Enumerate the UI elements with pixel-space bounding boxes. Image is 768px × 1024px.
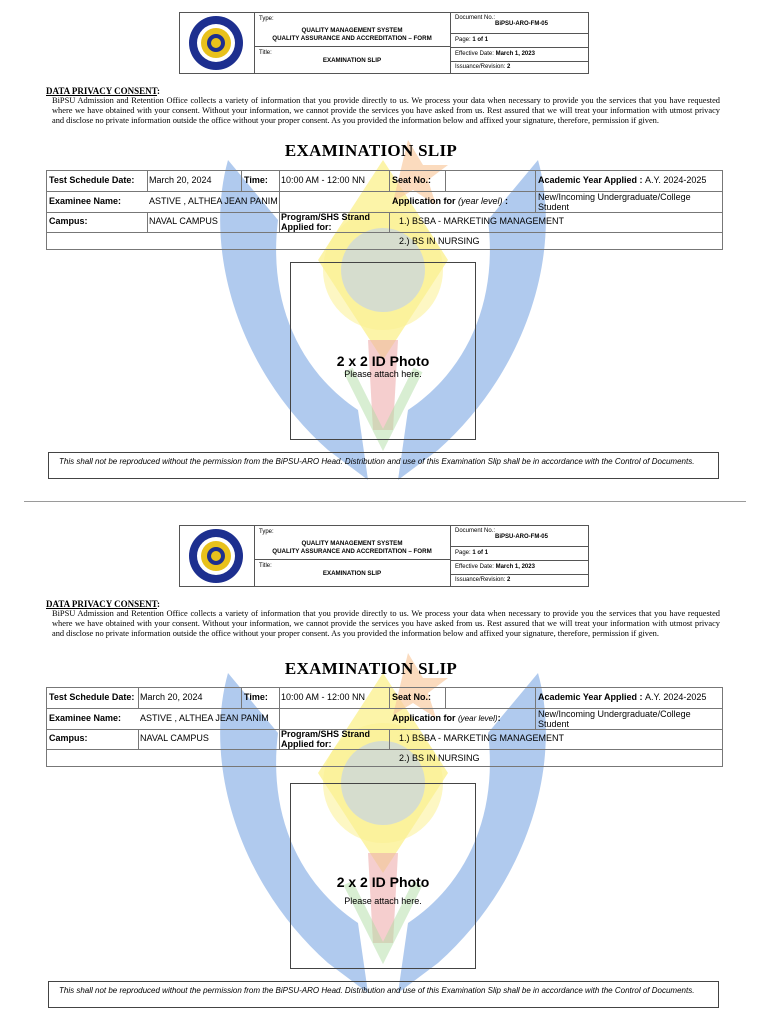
consent-heading: DATA PRIVACY CONSENT: xyxy=(46,599,161,609)
id-photo-box xyxy=(290,262,476,440)
campus-value: NAVAL CAMPUS xyxy=(140,733,209,743)
issuance-revision: Issuance/Revision: 2 xyxy=(455,64,511,70)
examination-slip-bottom xyxy=(0,513,768,1023)
examinee-info-table xyxy=(46,170,723,250)
title-label: Title: xyxy=(259,563,272,569)
program-choice-2: 2.) BS IN NURSING xyxy=(399,236,480,246)
time-value: 10:00 AM - 12:00 NN xyxy=(281,175,366,185)
program-choice-2: 2.) BS IN NURSING xyxy=(399,753,480,763)
qms-title: QUALITY MANAGEMENT SYSTEM QUALITY ASSURANCE AND ACCREDITATION – FORM xyxy=(272,540,432,555)
issuance-revision: Issuance/Revision: 2 xyxy=(455,577,511,583)
examinee-value: ASTIVE , ALTHEA JEAN PANIM xyxy=(149,196,278,206)
qms-title: QUALITY MANAGEMENT SYSTEM QUALITY ASSURANCE AND ACCREDITATION – FORM xyxy=(272,27,432,42)
document-number: Document No.: BiPSU-ARO-FM-05 xyxy=(450,526,588,547)
application-label: Application for (year level): xyxy=(392,713,501,723)
campus-label: Campus: xyxy=(49,733,88,743)
reproduction-notice: This shall not be reproduced without the permission from the BiPSU-ARO Head. Distribution and use of this Examination Slip shall be in accordance with the Control of Documents. xyxy=(48,452,719,479)
test-schedule-label: Test Schedule Date: xyxy=(49,692,135,702)
examinee-info-table xyxy=(46,687,723,767)
application-label: Application for (year level) : xyxy=(392,196,509,206)
title-label: Title: xyxy=(259,50,272,56)
academic-year-label: Academic Year Applied : xyxy=(538,175,643,185)
document-number: Document No.: BiPSU-ARO-FM-05 xyxy=(450,13,588,34)
cut-line-divider xyxy=(24,501,746,502)
test-schedule-value: March 20, 2024 xyxy=(149,175,212,185)
seat-label: Seat No.: xyxy=(392,175,432,185)
id-photo-title: 2 x 2 ID Photo xyxy=(336,353,430,369)
test-schedule-value: March 20, 2024 xyxy=(140,692,203,702)
examinee-label: Examinee Name: xyxy=(49,196,122,206)
id-photo-title: 2 x 2 ID Photo xyxy=(336,874,430,890)
form-title: EXAMINATION SLIP xyxy=(322,570,382,577)
academic-year-value: A.Y. 2024-2025 xyxy=(645,175,707,185)
consent-text: BiPSU Admission and Retention Office collects a variety of information that you provide directly to us. We process your data when necessary to provide you the services that you have requested where we have obtained with your consent. Without your information, we cannot provide the services you have asked from us. Rest assured that we will treat your information with utmost privacy and disclose no private information outside the office without your proper consent. As you provided the information below and affixed your signature, therefore, permission if given. xyxy=(52,609,720,638)
logo-cell xyxy=(180,13,255,73)
consent-text: BiPSU Admission and Retention Office collects a variety of information that you provide directly to us. We process your data when necessary to provide you the services that you have requested where we have obtained with your consent. Without your information, we cannot provide the services you have asked from us. Rest assured that we will treat your information with utmost privacy and disclose no private information outside the office without your proper consent. As you provided the information below and affixed your signature, therefore, permission if given. xyxy=(52,96,720,125)
university-seal-logo xyxy=(188,528,244,584)
document-header xyxy=(179,525,589,587)
examination-slip-top xyxy=(0,0,768,510)
campus-label: Campus: xyxy=(49,216,88,226)
page-title: EXAMINATION SLIP xyxy=(284,141,458,160)
effective-date: Effective Date: March 1, 2023 xyxy=(450,561,588,575)
page-title: EXAMINATION SLIP xyxy=(284,659,458,678)
type-label: Type: xyxy=(259,529,274,535)
test-schedule-label: Test Schedule Date: xyxy=(49,175,135,185)
id-photo-box xyxy=(290,783,476,969)
id-photo-instruction: Please attach here. xyxy=(344,369,422,379)
form-title: EXAMINATION SLIP xyxy=(322,57,382,64)
consent-heading: DATA PRIVACY CONSENT: xyxy=(46,86,161,96)
program-label: Program/SHS Strand Applied for: xyxy=(281,212,371,232)
application-value: New/Incoming Undergraduate/College Student xyxy=(538,709,691,729)
program-label: Program/SHS Strand Applied for: xyxy=(281,729,371,749)
logo-cell xyxy=(180,526,255,586)
program-choice-1: 1.) BSBA - MARKETING MANAGEMENT xyxy=(399,733,565,743)
time-value: 10:00 AM - 12:00 NN xyxy=(281,692,366,702)
university-seal-logo xyxy=(188,15,244,71)
type-label: Type: xyxy=(259,16,274,22)
time-label: Time: xyxy=(244,175,268,185)
campus-value: NAVAL CAMPUS xyxy=(149,216,218,226)
seat-label: Seat No.: xyxy=(392,692,432,702)
time-label: Time: xyxy=(244,692,268,702)
academic-year-label: Academic Year Applied : xyxy=(538,692,643,702)
page-number: Page: 1 of 1 xyxy=(450,34,588,48)
program-choice-1: 1.) BSBA - MARKETING MANAGEMENT xyxy=(399,216,565,226)
application-value: New/Incoming Undergraduate/College Student xyxy=(538,192,691,212)
effective-date: Effective Date: March 1, 2023 xyxy=(450,48,588,62)
reproduction-notice: This shall not be reproduced without the permission from the BiPSU-ARO Head. Distribution and use of this Examination Slip shall be in accordance with the Control of Documents. xyxy=(48,981,719,1008)
page-number: Page: 1 of 1 xyxy=(450,547,588,561)
examinee-label: Examinee Name: xyxy=(49,713,122,723)
academic-year-value: A.Y. 2024-2025 xyxy=(645,692,707,702)
examinee-value: ASTIVE , ALTHEA JEAN PANIM xyxy=(140,713,269,723)
document-header xyxy=(179,12,589,74)
id-photo-instruction: Please attach here. xyxy=(344,896,422,906)
